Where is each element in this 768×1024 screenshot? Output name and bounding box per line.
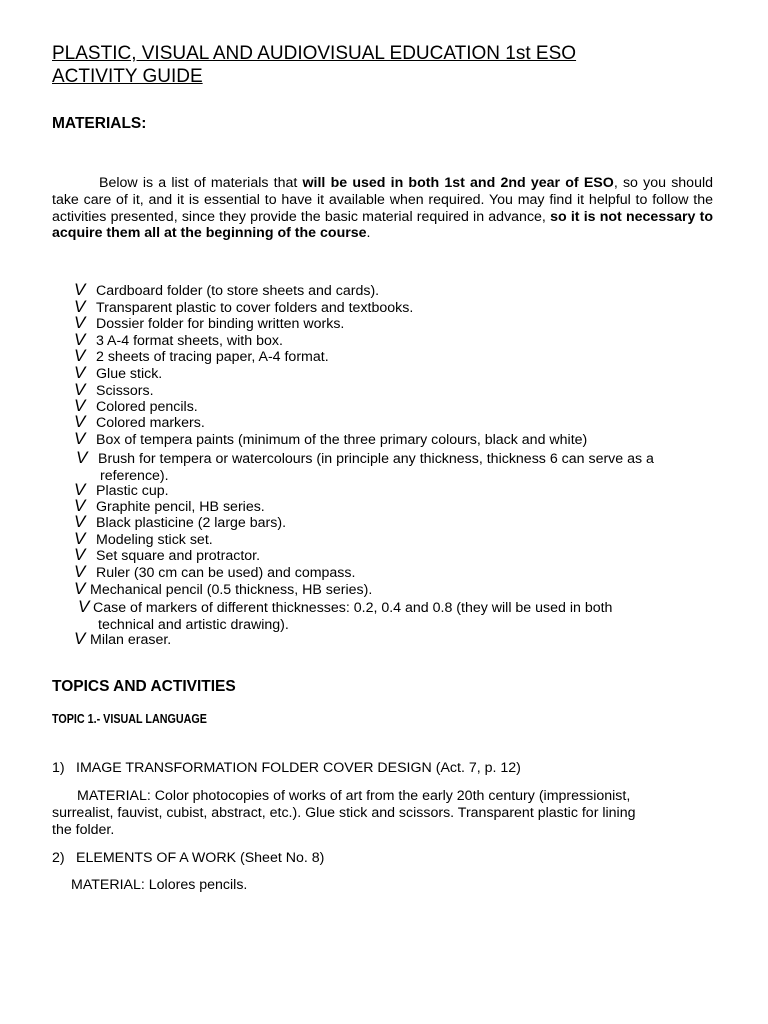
list-item: V 3 A-4 format sheets, with box. — [74, 330, 283, 349]
check-mark-icon: V — [74, 280, 86, 299]
check-mark-icon: V — [74, 297, 86, 316]
activity-2-material: MATERIAL: Lolores pencils. — [71, 877, 248, 893]
list-item: V Cardboard folder (to store sheets and cards). — [74, 280, 380, 299]
list-item: V Milan eraser. — [74, 629, 172, 648]
activity-1-title: 1) IMAGE TRANSFORMATION FOLDER COVER DESIGN (Act. 7, p. 12) — [52, 760, 521, 776]
check-mark-icon: V — [74, 346, 86, 365]
list-item: V Glue stick. — [74, 363, 163, 382]
intro-text-1: Below is a list of materials that — [99, 175, 303, 191]
check-mark-icon: V — [74, 412, 86, 431]
check-mark-icon: V — [74, 562, 86, 581]
activity-2-title: 2) ELEMENTS OF A WORK (Sheet No. 8) — [52, 850, 325, 866]
check-mark-icon: V — [74, 629, 86, 648]
topics-heading: TOPICS AND ACTIVITIES — [52, 678, 236, 695]
list-item: V Graphite pencil, HB series. — [74, 496, 265, 515]
list-item: V Box of tempera paints (minimum of the three primary colours, black and white) — [74, 429, 588, 448]
check-mark-icon: V — [74, 529, 86, 548]
intro-text-2: , so you should take care of it, and it is essential to have it available when required. You may find it helpful to follow the activities presented, since they provide the basic material required in advance, — [52, 175, 713, 225]
list-item: V Transparent plastic to cover folders and textbooks. — [74, 297, 414, 316]
topic-1-heading: TOPIC 1.- VISUAL LANGUAGE — [52, 712, 207, 726]
check-mark-icon: V — [74, 330, 86, 349]
list-item: V Modeling stick set. — [74, 529, 213, 548]
list-item: V Colored markers. — [74, 412, 205, 431]
check-mark-icon: V — [74, 496, 86, 515]
list-item: V 2 sheets of tracing paper, A-4 format. — [74, 346, 329, 365]
intro-bold-1: will be used in both 1st and 2nd year of ESO — [302, 175, 614, 191]
list-item: V Scissors. — [74, 380, 154, 399]
check-mark-icon: V — [76, 448, 88, 467]
materials-heading: MATERIALS: — [52, 115, 147, 132]
check-mark-icon: V — [74, 579, 86, 598]
check-mark-icon: V — [74, 363, 86, 382]
list-item: V Dossier folder for binding written works. — [74, 313, 345, 332]
list-item: V Brush for tempera or watercolours (in principle any thickness, thickness 6 can serve as a reference). — [76, 448, 654, 484]
check-mark-icon: V — [74, 512, 86, 531]
list-item: V Case of markers of different thicknesses: 0.2, 0.4 and 0.8 (they will be used in both technical and artistic drawing). — [78, 597, 613, 633]
check-mark-icon: V — [74, 313, 86, 332]
list-item: V Ruler (30 cm can be used) and compass. — [74, 562, 356, 581]
check-mark-icon: V — [74, 480, 86, 499]
check-mark-icon: V — [74, 429, 86, 448]
title-line-2: ACTIVITY GUIDE — [52, 66, 203, 87]
activity-1-material: MATERIAL: Color photocopies of works of art from the early 20th century (impressionist, surrealist, fauvist, cubist, abstract, etc.). Glue stick and scissors. Transparent plastic for lining the folder. — [52, 788, 636, 838]
check-mark-icon: V — [74, 380, 86, 399]
list-item: V Set square and protractor. — [74, 545, 261, 564]
list-item: V Colored pencils. — [74, 396, 198, 415]
list-item: V Mechanical pencil (0.5 thickness, HB series). — [74, 579, 373, 598]
intro-text-3: . — [366, 225, 371, 242]
check-mark-icon: V — [74, 545, 86, 564]
title-line-1: PLASTIC, VISUAL AND AUDIOVISUAL EDUCATION 1st ESO — [52, 43, 577, 64]
list-item: V Black plasticine (2 large bars). — [74, 512, 287, 531]
intro-bold-2: so it is not necessary to acquire them all at the beginning of the course — [52, 208, 713, 242]
check-mark-icon: V — [74, 396, 86, 415]
list-item: V Plastic cup. — [74, 480, 169, 499]
check-mark-icon: V — [78, 597, 90, 616]
